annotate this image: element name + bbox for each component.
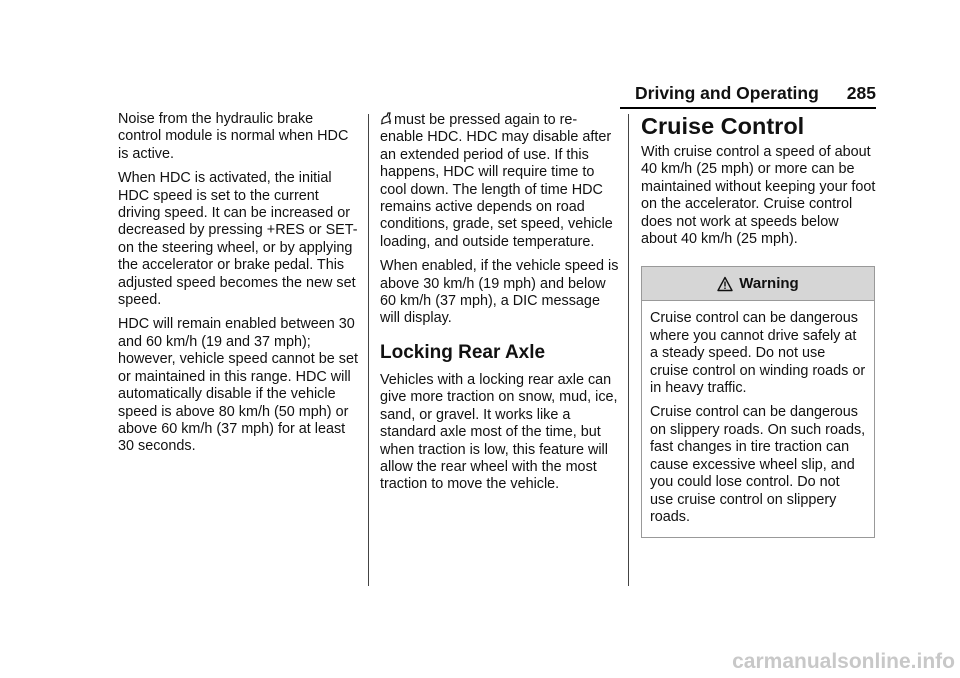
paragraph: Noise from the hydraulic brake control module is normal when HDC is active. bbox=[118, 111, 349, 162]
paragraph: When HDC is activated, the initial HDC speed is set to the current driving speed. It can be increased or decreased by pressing +RES or SET- on the steering wheel, or by applying the accelerator or brake pedal. This adjusted speed becomes the new set speed. bbox=[118, 170, 358, 309]
paragraph-text: must be pressed again to re-enable HDC. HDC may disable after an extended period of use. If this happens, HDC will require time to cool down. The length of time HDC remains active depends on road conditions, grade, set speed, vehicle loading, and outside temperature. bbox=[380, 112, 613, 250]
paragraph: With cruise control a speed of about 40 km/h (25 mph) or more can be maintained without keeping your foot on the accelerator. Cruise control does not work at speeds below about 40 km/h (25 mph). bbox=[641, 144, 876, 248]
header-rule bbox=[620, 107, 876, 109]
paragraph: Vehicles with a locking rear axle can give more traction on snow, mud, ice, sand, or gravel. It works like a standard axle most of the time, but when traction is low, this feature will allow the rear wheel with the most traction to move the vehicle. bbox=[380, 371, 618, 493]
warning-paragraph: Cruise control can be dangerous where you cannot drive safely at a steady speed. Do not use cruise control on winding roads or in heavy traffic. bbox=[650, 310, 866, 397]
watermark: carmanualsonline.info bbox=[732, 650, 955, 673]
warning-body bbox=[642, 301, 874, 537]
column-3 bbox=[641, 111, 877, 538]
warning-paragraph: Cruise control can be dangerous on slippery roads. On such roads, fast changes in tire traction can cause excessive wheel slip, and you could lose control. Do not use cruise control on slippery roads. bbox=[650, 404, 866, 525]
section-title: Driving and Operating bbox=[635, 83, 819, 103]
hill-descent-control-icon bbox=[380, 111, 392, 125]
column-2 bbox=[380, 111, 620, 501]
column-divider bbox=[628, 114, 629, 586]
paragraph: When enabled, if the vehicle speed is above 30 km/h (19 mph) and below 60 km/h (37 mph), a DIC message will display. bbox=[380, 258, 619, 327]
paragraph: HDC will remain enabled between 30 and 60 km/h (19 and 37 mph); however, vehicle speed cannot be set or maintained in this range. HDC will automatically disable if the vehicle speed is above 80 km/h (50 mph) or above 60 km/h (37 mph) for at least 30 seconds. bbox=[118, 316, 359, 455]
warning-title: Warning bbox=[739, 275, 799, 293]
column-divider bbox=[368, 114, 369, 586]
page-header bbox=[600, 83, 876, 107]
subsection-heading: Locking Rear Axle bbox=[380, 341, 546, 363]
column-1 bbox=[118, 111, 360, 463]
paragraph bbox=[380, 111, 620, 251]
warning-box bbox=[641, 266, 875, 538]
page-number: 285 bbox=[846, 83, 876, 103]
warning-triangle-icon bbox=[717, 276, 733, 292]
warning-header bbox=[642, 267, 874, 301]
section-heading: Cruise Control bbox=[641, 113, 805, 139]
